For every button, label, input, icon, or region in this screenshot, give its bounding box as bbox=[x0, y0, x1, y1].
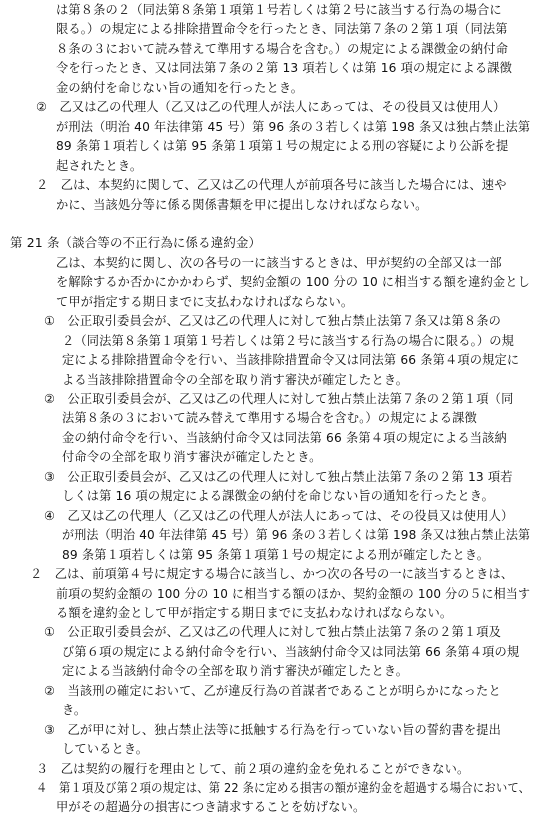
article-heading: 第 21 条（談合等の不正行為に係る違約金） bbox=[10, 235, 262, 251]
text-line: よる当該排除措置命令の全部を取り消す審決が確定したとき。 bbox=[62, 371, 409, 387]
text-line: ② 乙又は乙の代理人（乙又は乙の代理人が法人にあっては、その役員又は使用人） bbox=[36, 99, 506, 115]
text-line: ④ 乙又は乙の代理人（乙又は乙の代理人が法人にあっては、その役員又は使用人） bbox=[44, 507, 514, 523]
text-line: ２ 乙は、前項第４号に規定する場合に該当し、かつ次の各号の一に該当するときは、 bbox=[30, 566, 514, 582]
text-line: 定による当該納付命令の全部を取り消す審決が確定したとき。 bbox=[62, 663, 409, 679]
text-line: しくは第 16 項の規定による課徴金の納付を命じない旨の通知を行ったとき。 bbox=[62, 488, 495, 504]
text-line: ２ 乙は、本契約に関して、乙又は乙の代理人が前項各号に該当した場合には、速や bbox=[36, 177, 507, 193]
text-line: 起されたとき。 bbox=[56, 157, 143, 173]
text-line: ３ 乙は契約の履行を理由として、前２項の違約金を免れることができない。 bbox=[36, 760, 470, 776]
text-line: ２（同法第８条第１項第１号若しくは第２号に該当する行為の場合に限る。）の規 bbox=[62, 332, 514, 348]
text-line: ③ 公正取引委員会が、乙又は乙の代理人に対して独占禁止法第７条の２第 13 項若 bbox=[44, 468, 513, 484]
text-line: かに、当該処分等に係る関係書類を甲に提出しなければならない。 bbox=[56, 196, 428, 212]
text-line: が刑法（明治 40 年法律第 45 号）第 96 条の３若しくは第 198 条又は独占禁止法第 bbox=[62, 527, 531, 543]
text-line: ② 当該刑の確定において、乙が違反行為の首謀者であることが明らかになったと bbox=[44, 682, 501, 698]
text-line: 法第８条の３において読み替えて準用する場合を含む。）の規定による課徴 bbox=[62, 410, 477, 426]
text-line: 甲がその超過分の損害につき請求することを妨げない。 bbox=[56, 799, 366, 815]
text-line: ４ 第１項及び第２項の規定は、第 22 条に定める損害の額が違約金を超過する場合において、 bbox=[36, 780, 530, 795]
text-line: 89 条第１項若しくは第 95 条第１項第１号の規定による刑が確定したとき。 bbox=[62, 546, 490, 562]
text-line: 限る。）の規定による排除措置命令を行ったとき、同法第７条の２第１項（同法第 bbox=[56, 21, 508, 37]
text-line: しているとき。 bbox=[62, 741, 149, 757]
text-line: き。 bbox=[62, 702, 87, 718]
text-line: 前項の契約金額の 100 分の 10 に相当する額のほか、契約金額の 100 分の５に相当す bbox=[56, 585, 530, 601]
text-line: ８条の３において読み替えて準用する場合を含む。）の規定による課徴金の納付命 bbox=[56, 40, 509, 56]
text-line: ② 公正取引委員会が、乙又は乙の代理人に対して独占禁止法第７条の２第１項（同 bbox=[44, 391, 514, 406]
text-line bbox=[0, 214, 530, 233]
text-line: 定による排除措置命令を行い、当該排除措置命令又は同法第 66 条第４項の規定に bbox=[62, 352, 520, 368]
text-line: 令を行ったとき、又は同法第７条の２第 13 項若しくは第 16 項の規定による課徴 bbox=[56, 60, 513, 76]
text-line: を解除するか否かにかかわらず、契約金額の 100 分の 10 に相当する額を違約金とし bbox=[56, 274, 530, 290]
text-line: が刑法（明治 40 年法律第 45 号）第 96 条の３若しくは第 198 条又は独占禁止法第 bbox=[56, 118, 530, 134]
text-line: る額を違約金として甲が指定する期日までに支払わなければならない。 bbox=[56, 604, 453, 620]
text-line: 金の納付を命じない旨の通知を行ったとき。 bbox=[56, 79, 304, 95]
text-line: ③ 乙が甲に対し、独占禁止法等に抵触する行為を行っていない旨の誓約書を提出 bbox=[44, 721, 502, 737]
text-line: は第８条の２（同法第８条第１項第１号若しくは第２号に該当する行為の場合に bbox=[56, 2, 502, 17]
text-line: 89 条第１項若しくは第 95 条第１項第１号の規定による刑の容疑により公訴を提 bbox=[56, 138, 509, 154]
text-line: 付命令の全部を取り消す審決が確定したとき。 bbox=[62, 449, 322, 465]
text-line: ① 公正取引委員会が、乙又は乙の代理人に対して独占禁止法第７条又は第８条の bbox=[44, 313, 502, 329]
text-line: 乙は、本契約に関し、次の各号の一に該当するときは、甲が契約の全部又は一部 bbox=[56, 254, 502, 270]
text-line: ① 公正取引委員会が、乙又は乙の代理人に対して独占禁止法第７条の２第１項及 bbox=[44, 624, 502, 640]
text-line: 金の納付命令を行い、当該納付命令又は同法第 66 条第４項の規定による当該納 bbox=[62, 429, 507, 445]
text-line: て甲が指定する期日までに支払わなければならない。 bbox=[56, 293, 354, 309]
text-line: び第６項の規定による納付命令を行い、当該納付命令又は同法第 66 条第４項の規 bbox=[62, 643, 520, 659]
